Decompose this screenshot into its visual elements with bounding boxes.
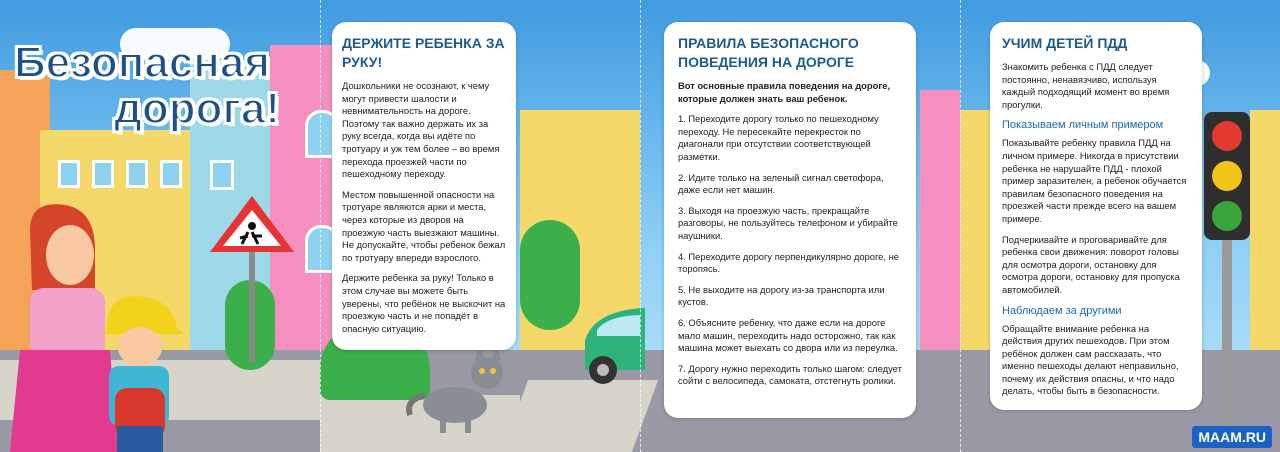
rule-item: 3. Выходя на проезжую часть, прекращайте разговоры, не пользуйтесь телефоном и убирайте наушники. [678, 204, 898, 241]
rule-item: 6. Объясните ребенку, что даже если на дороге мало машин, переходить надо осторожно, так как машина может выехать со двора или из переулка. [678, 316, 898, 354]
sidewalk [502, 380, 658, 452]
panel-heading: УЧИМ ДЕТЕЙ ПДД [1002, 35, 1128, 51]
paragraph: Показывайте ребенку правила ПДД на личном примере. Никогда в присутствии ребенка не нарушайте ПДД - плохой пример заразителен, а ребенок обучается правилам безопасного поведения на проезжей части прежде всего на вашем примере. [1002, 137, 1187, 224]
window [92, 160, 114, 188]
intro-text: Вот основные правила поведения на дороге, которые должен знать ваш ребенок. [678, 80, 891, 104]
cat-illustration [405, 345, 515, 435]
panel-heading: ПРАВИЛА БЕЗОПАСНОГО ПОВЕДЕНИЯ НА ДОРОГЕ [678, 35, 859, 70]
brochure-title [14, 40, 280, 132]
building [960, 110, 990, 360]
paragraph: Местом повышенной опасности на тротуаре являются арки и места, через которые из дворов на проезжую часть выезжают машины. Не допускайте, чтобы ребенок бежал по тротуару впереди взрослого. [342, 188, 506, 263]
fold-line [640, 0, 642, 452]
car [585, 300, 645, 390]
boy-illustration [95, 292, 185, 452]
paragraph: Обращайте внимание ребенка на действия других пешеходов. При этом ребёнок должен сам рассказать, что именно пешеходы делают неправильно, почему их действия опасны, и что надо делать, чтобы быть в безопасности. [1002, 322, 1179, 397]
panel-road-rules [664, 22, 916, 418]
intro-text: Знакомить ребенка с ПДД следует постоянно, ненавязчиво, используя каждый подходящий момент во время прогулки. [1002, 61, 1170, 110]
pedestrian-warning-sign [208, 192, 296, 362]
rule-item: 2. Идите только на зеленый сигнал светофора, даже если нет машин. [678, 171, 884, 196]
rule-item: 7. Дорогу нужно переходить только шагом: следует сойти с велосипеда, самоката, отстегнуть ролики. [678, 362, 902, 387]
paragraph: Держите ребенка за руку! Только в этом случае вы можете быть уверены, что ребёнок не выскочит на проезжую часть и не попадёт в опасную ситуацию. [342, 272, 506, 334]
tree [520, 220, 580, 330]
panel-hold-hand [332, 22, 516, 350]
section-title: Показываем личным примером [1002, 119, 1164, 132]
rule-item: 1. Переходите дорогу только по пешеходному переходу. Не пересекайте перекресток по диагонали при отсутствии соответствующей разметки. [678, 113, 879, 162]
window [210, 160, 234, 190]
fold-line [320, 0, 322, 452]
title-line-1: Безопасная [14, 38, 270, 87]
window [160, 160, 182, 188]
title-line-2: дорога! [114, 84, 281, 133]
window [58, 160, 80, 188]
fold-line [960, 0, 962, 452]
panel-heading: ДЕРЖИТЕ РЕБЕНКА ЗА РУКУ! [342, 35, 505, 70]
section-title: Наблюдаем за другими [1002, 304, 1122, 317]
rule-item: 4. Переходите дорогу перпендикулярно дороге, не торопясь. [678, 250, 899, 275]
panel-teach-rules [990, 22, 1202, 410]
rule-item: 5. Не выходите на дорогу из-за транспорта или кустов. [678, 283, 885, 308]
watermark: MAAM.RU [1192, 426, 1272, 448]
paragraph: Подчеркивайте и проговаривайте для ребенка свои движения: поворот головы для осмотра дороги, остановку для осмотра дороги, остановку для пропуска автомобилей. [1002, 233, 1180, 295]
building [920, 90, 960, 360]
window [126, 160, 148, 188]
paragraph: Дошкольники не осознают, к чему могут привести шалости и невнимательность на дороге. Поэтому так важно держать их за руку всегда, когда вы идёте по тротуару и уж тем более – во время перехода проезжей части по пешеходному переходу. [342, 80, 500, 180]
traffic-light [1200, 108, 1260, 438]
